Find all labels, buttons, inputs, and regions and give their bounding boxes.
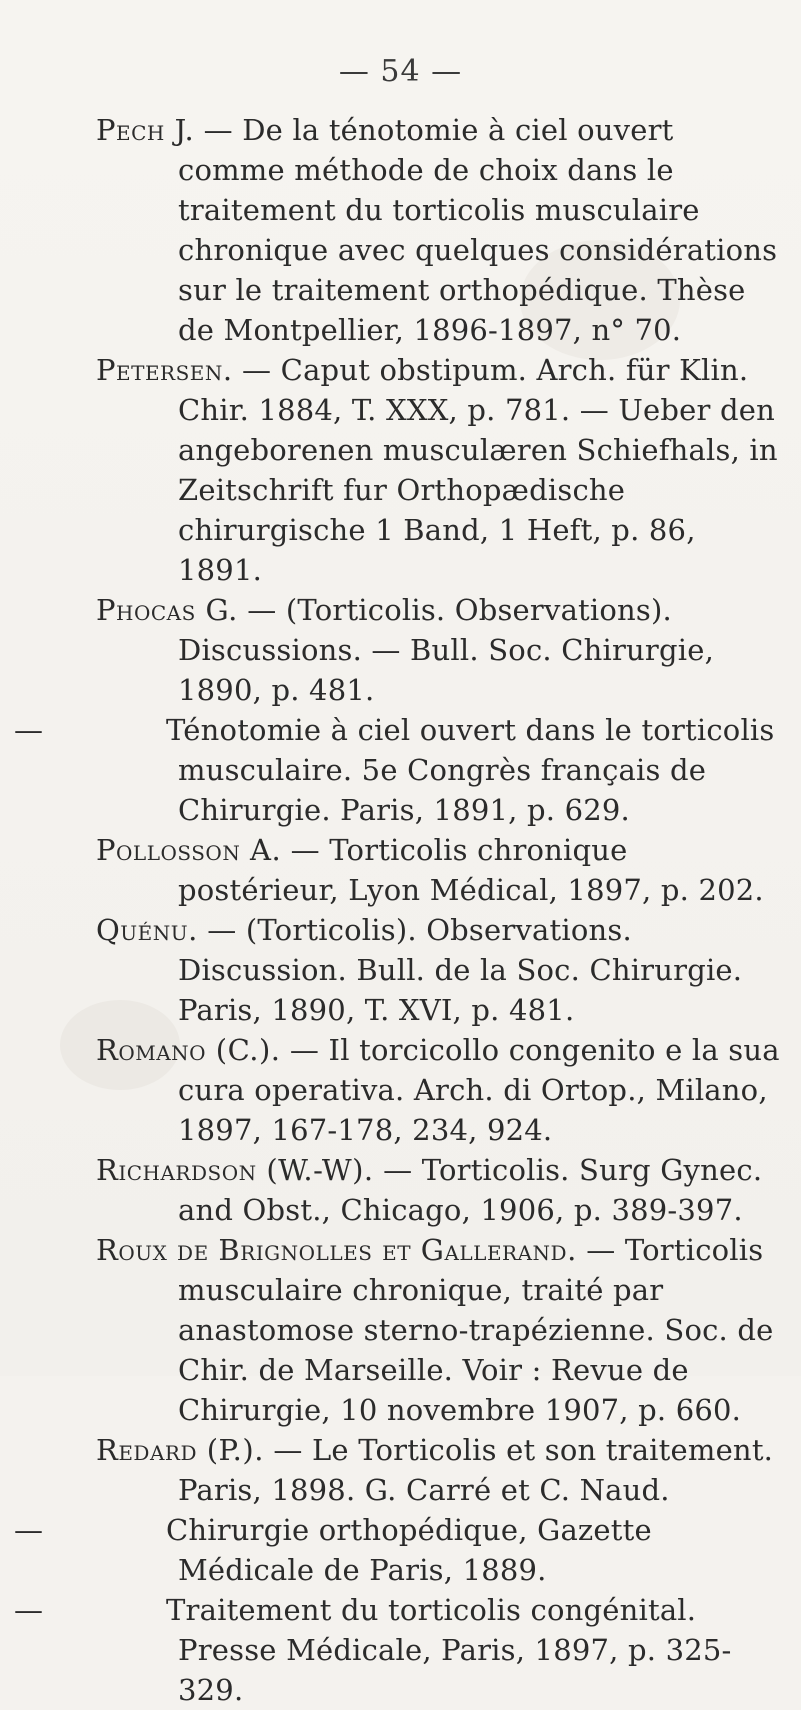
entry-text: — Il torcicollo congenito e la sua cura operativa. Arch. di Ortop., Milano, 1897, 167-178, 234, 924. [178,1033,780,1147]
bibliography-list [0,110,801,1710]
entry-text: — Torticolis chronique postérieur, Lyon Médical, 1897, p. 202. [178,833,764,907]
entry-text: — Torticolis musculaire chronique, traité par anastomose sterno-trapézienne. Soc. de Chir. de Marseille. Voir : Revue de Chirurgie, 10 novembre 1907, p. 660. [178,1233,774,1427]
bibliography-entry-pollosson [0,830,801,910]
entry-author: Romano (C.). [96,1033,281,1067]
bibliography-entry-redard [0,1430,801,1510]
page-number: — 54 — [338,54,463,89]
bibliography-entry-redard-2 [0,1510,801,1590]
bibliography-entry-phocas-2 [0,710,801,830]
bibliography-entry-phocas [0,590,801,710]
bibliography-entry-richardson [0,1150,801,1230]
entry-author: Phocas G. [96,593,238,627]
entry-text: — Caput obstipum. Arch. für Klin. Chir. 1884, T. XXX, p. 781. — Ueber den angeborenen musculæren Schiefhals, in Zeitschrift fur Orthopædische chirurgische 1 Band, 1 Heft, p. 86, 1891. [178,353,778,587]
entry-author: Petersen. [96,353,233,387]
entry-text: Ténotomie à ciel ouvert dans le torticolis musculaire. 5e Congrès français de Chirurgie. Paris, 1891, p. 629. [166,713,775,827]
entry-author: Pech J. [96,113,195,147]
entry-text: — (Torticolis. Observations). Discussions. — Bull. Soc. Chirurgie, 1890, p. 481. [178,593,714,707]
ditto-dash: — [14,1593,43,1627]
bibliography-entry-romano [0,1030,801,1150]
ditto-dash: — [14,713,43,747]
entry-text: — Torticolis. Surg Gynec. and Obst., Chicago, 1906, p. 389-397. [178,1153,763,1227]
bibliography-entry-roux [0,1230,801,1430]
entry-author: Quénu. [96,913,198,947]
entry-author: Richardson (W.-W). [96,1153,374,1187]
entry-author: Pollosson A. [96,833,282,867]
bibliography-entry-quenu [0,910,801,1030]
ditto-dash: — [14,1513,43,1547]
entry-text: — De la ténotomie à ciel ouvert comme méthode de choix dans le traitement du torticolis musculaire chronique avec quelques considérations sur le traitement orthopédique. Thèse de Montpellier, 1896-1897, n° 70. [178,113,778,347]
bibliography-entry-petersen [0,350,801,590]
entry-author: Roux de Brignolles et Gallerand. [96,1233,577,1267]
bibliography-entry-pech [0,110,801,350]
entry-text: Chirurgie orthopédique, Gazette Médicale de Paris, 1889. [166,1513,652,1587]
bibliography-entry-redard-3 [0,1590,801,1710]
entry-text: Traitement du torticolis congénital. Presse Médicale, Paris, 1897, p. 325-329. [166,1593,732,1707]
entry-text: — (Torticolis). Observations. Discussion. Bull. de la Soc. Chirurgie. Paris, 1890, T. XVI, p. 481. [178,913,743,1027]
entry-text: — Le Torticolis et son traitement. Paris, 1898. G. Carré et C. Naud. [178,1433,774,1507]
entry-author: Redard (P.). [96,1433,264,1467]
